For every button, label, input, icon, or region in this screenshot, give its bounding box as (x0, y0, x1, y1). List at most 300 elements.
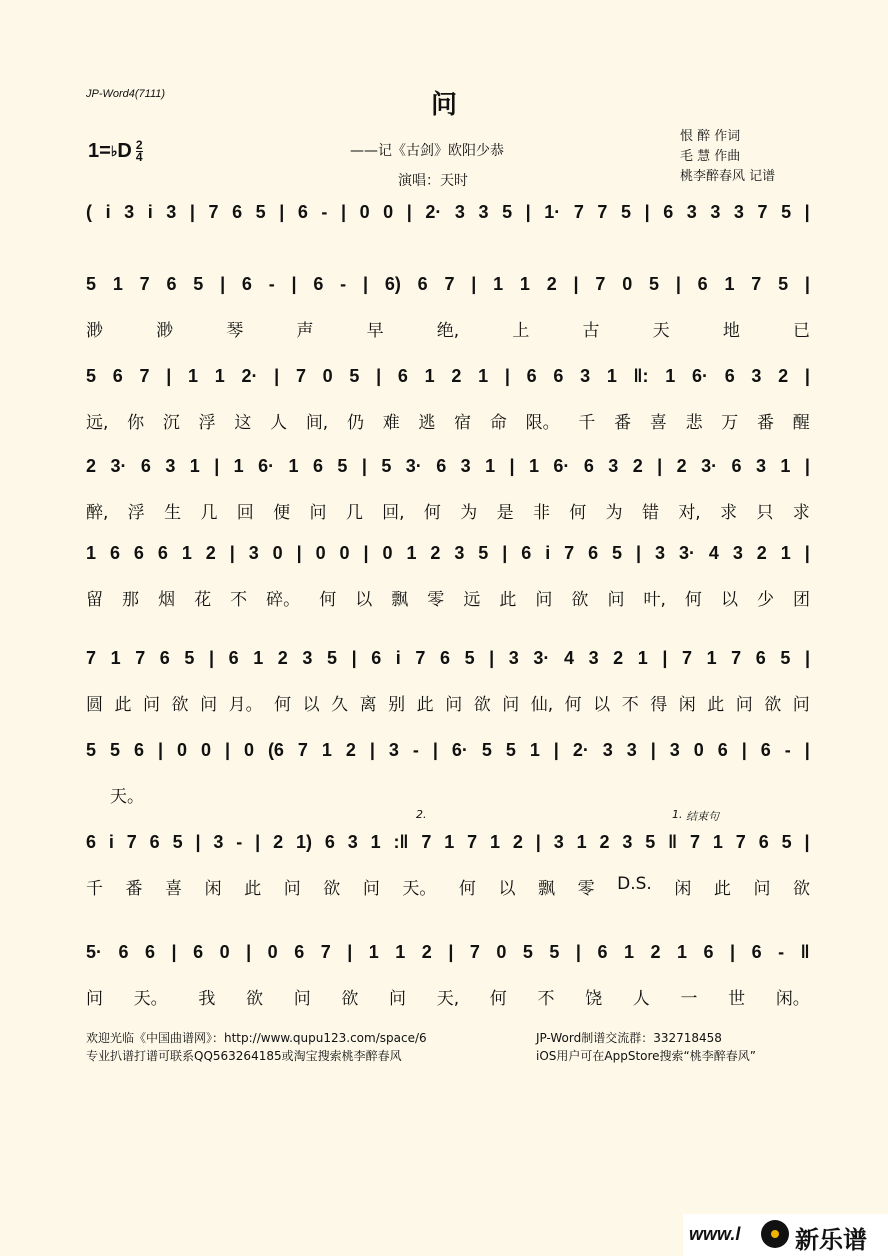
lyric: 上 (512, 321, 530, 341)
lyric: 欲 (473, 695, 491, 715)
lyric: 天, (436, 989, 460, 1009)
note: 6 (118, 941, 129, 962)
lyric: 欲 (323, 879, 341, 899)
barline: | (195, 831, 201, 852)
note: 6 (397, 365, 408, 386)
note: 3 (733, 201, 744, 222)
barline: | (369, 739, 375, 760)
note: 5 (464, 647, 475, 668)
lyric: 问 (283, 879, 301, 899)
note: 2 (273, 831, 284, 852)
note: 3 (686, 201, 697, 222)
lyric: 离 (359, 695, 377, 715)
note: 3 (508, 647, 519, 668)
note: 1 (253, 647, 264, 668)
barline: | (432, 739, 438, 760)
lyric: 此 (713, 879, 731, 899)
lyric: 渺 (86, 321, 103, 341)
note: 1 (485, 455, 496, 476)
barline: | (804, 542, 810, 563)
barline: | (208, 647, 215, 668)
lyric: 几 (200, 503, 218, 523)
lyric: 琴 (226, 321, 244, 341)
notes-row (86, 450, 810, 482)
note: - (784, 739, 791, 760)
note: 1 (321, 739, 332, 760)
lyric: 逃 (418, 413, 436, 433)
lyrics-row (86, 498, 810, 523)
note: 6 (439, 647, 450, 668)
note: 2 (756, 542, 767, 563)
lyric: 难 (382, 413, 400, 433)
note: 5 (109, 739, 120, 760)
lyric: 问 (607, 590, 625, 610)
note: 6 (166, 273, 177, 294)
lyric: 浮 (198, 413, 216, 433)
note: i (105, 201, 111, 222)
note: 0 (176, 739, 187, 760)
lyric: 不 (537, 989, 555, 1009)
note: 6 (297, 201, 308, 222)
lyric: 醒 (792, 413, 810, 433)
note: 1 (529, 739, 540, 760)
lyric: 问 (293, 989, 311, 1009)
note: 2 (451, 365, 462, 386)
note: 5 (522, 941, 533, 962)
barline: | (471, 273, 477, 294)
lyric: 早 (366, 321, 384, 341)
lyric: 远, (86, 413, 109, 433)
note: 2 (632, 455, 643, 476)
note: 1 (712, 831, 723, 852)
lyric: 闲 (678, 695, 696, 715)
note: 2 (430, 542, 441, 563)
barline: | (636, 542, 642, 563)
note: 1 (444, 831, 455, 852)
note: 0 (622, 273, 633, 294)
note: 1 (490, 831, 501, 852)
lyric: 此 (707, 695, 725, 715)
note: 5· (86, 941, 103, 962)
note: 6 (145, 941, 156, 962)
lyric: 已 (792, 321, 810, 341)
notes-row (86, 268, 810, 300)
note: 6 (232, 201, 243, 222)
barline: | (741, 739, 747, 760)
lyric: 问 (535, 590, 553, 610)
note: 3 (732, 542, 743, 563)
note: 6 (717, 739, 728, 760)
barline: | (376, 365, 382, 386)
lyric: 问 (200, 695, 218, 715)
note: 6 (133, 542, 144, 563)
note: 5 (481, 739, 492, 760)
lyric: 何 (564, 695, 582, 715)
note: 6 (159, 647, 170, 668)
lyric: 古 (582, 321, 600, 341)
note: 6 (436, 455, 447, 476)
lyrics-row (86, 316, 810, 341)
barline: | (662, 647, 668, 668)
note: 1 (665, 365, 676, 386)
note: 0 (383, 201, 394, 222)
lyric: 为 (605, 503, 623, 523)
note: 5 (780, 647, 791, 668)
note: 1 (478, 365, 489, 386)
lyric: 何 (458, 879, 476, 899)
lyric: 不 (621, 695, 639, 715)
note: 3 (302, 647, 313, 668)
note: 3· (110, 455, 127, 476)
note: 0 (200, 739, 211, 760)
lyric: 团 (793, 590, 810, 610)
note: 1 (780, 455, 791, 476)
barline: | (525, 201, 531, 222)
note: 3 (478, 201, 489, 222)
barline: ‖: (633, 365, 649, 386)
lyric: 沉 (162, 413, 180, 433)
lyric: 地 (722, 321, 740, 341)
note: 3 (588, 647, 599, 668)
note: 7 (295, 365, 306, 386)
lyric: 闲。 (775, 989, 810, 1009)
note: 1 (189, 455, 200, 476)
lyric: 为 (460, 503, 478, 523)
note: 7 (469, 941, 480, 962)
note: 2 (546, 273, 557, 294)
note: 5 (381, 455, 392, 476)
note: 1 (181, 542, 192, 563)
singer: 演唱：天时 (398, 173, 468, 189)
lyric: 喜 (165, 879, 183, 899)
note: 7 (139, 365, 150, 386)
note: 7 (139, 273, 150, 294)
note: 3 (388, 739, 399, 760)
key-signature (88, 140, 143, 163)
note: 3· (405, 455, 422, 476)
lyric: 求 (720, 503, 738, 523)
note: 6 (724, 365, 735, 386)
note: 1 (187, 365, 198, 386)
note: 3 (124, 201, 135, 222)
notes-row (86, 936, 810, 968)
software-label: JP-Word4(7111) (86, 88, 166, 100)
note: 0 (267, 941, 278, 962)
note: 0 (272, 542, 283, 563)
note: 3 (580, 365, 591, 386)
note: - (236, 831, 243, 852)
note: 5 (349, 365, 360, 386)
note: 7 (86, 647, 97, 668)
note: 6 (193, 941, 204, 962)
lyric: 千 (86, 879, 103, 899)
watermark (683, 1214, 888, 1256)
note: 6 (109, 542, 120, 563)
note: 6 (313, 273, 324, 294)
note: 7 (320, 941, 331, 962)
lyric: 欲 (764, 695, 782, 715)
note: 3 (460, 455, 471, 476)
lyric: 天 (652, 321, 670, 341)
note: 7 (595, 273, 606, 294)
lyric: 那 (122, 590, 140, 610)
note: 7 (135, 647, 146, 668)
barline: | (804, 273, 810, 294)
note: 6 (371, 647, 382, 668)
note: 6 (583, 455, 594, 476)
note: 2 (277, 647, 288, 668)
note: 6 (228, 647, 239, 668)
lyrics-row (86, 782, 834, 807)
note: 1· (544, 201, 561, 222)
note: 3 (553, 831, 564, 852)
note: 3 (602, 739, 613, 760)
note: 2· (572, 739, 589, 760)
credits (680, 127, 775, 187)
lyricist-credit: 恨 醉 作词 (680, 129, 741, 144)
note: 6 (731, 455, 742, 476)
note: 3 (213, 831, 224, 852)
barline: | (296, 542, 302, 563)
note: 6 (241, 273, 252, 294)
lyric: 番 (125, 879, 143, 899)
note: 3 (654, 542, 665, 563)
lyric: 月。 (228, 695, 263, 715)
note: 6 (526, 365, 537, 386)
notes-row (86, 196, 810, 228)
barline: :‖ (393, 831, 409, 852)
lyric: 欲 (793, 879, 810, 899)
note: 2 (676, 455, 687, 476)
lyrics-row (86, 984, 810, 1009)
lyric: 回 (236, 503, 254, 523)
note: 5 (505, 739, 516, 760)
lyric: 欲 (571, 590, 589, 610)
barline: | (644, 201, 650, 222)
barline: | (347, 941, 353, 962)
note: 5 (612, 542, 623, 563)
barline: | (220, 273, 226, 294)
lyric: 宿 (454, 413, 472, 433)
barline: | (804, 647, 810, 668)
lyric: 何 (569, 503, 587, 523)
key-prefix: 1= (88, 140, 111, 162)
lyric: 人 (632, 989, 650, 1009)
note: 3 (669, 739, 680, 760)
note: 6 (755, 647, 766, 668)
lyric: 烟 (158, 590, 176, 610)
note: 6 (324, 831, 335, 852)
note: 2· (241, 365, 258, 386)
note: 6 (149, 831, 160, 852)
lyric: 求 (792, 503, 810, 523)
lyric: 闲 (204, 879, 222, 899)
note: 0 (339, 542, 350, 563)
lyric: 久 (331, 695, 349, 715)
lyric: 回, (382, 503, 405, 523)
note: 5 (781, 831, 792, 852)
barline: | (657, 455, 663, 476)
note: 6 (140, 455, 151, 476)
lyric: 以 (498, 879, 516, 899)
note: 6· (258, 455, 275, 476)
lyric: 零 (577, 879, 595, 899)
note: 6 (312, 455, 323, 476)
barline: | (509, 455, 515, 476)
lyric: 番 (614, 413, 632, 433)
lyric: 何 (489, 989, 507, 1009)
note: 5 (86, 273, 97, 294)
note: 2 (512, 831, 523, 852)
lyric: 何 (423, 503, 441, 523)
lyric: 问 (502, 695, 520, 715)
note: 5 (184, 647, 195, 668)
notes-row (86, 826, 810, 858)
note: 1 (110, 647, 121, 668)
note: 6 (597, 941, 608, 962)
barline: ‖ (800, 941, 810, 962)
lyric: 问 (753, 879, 771, 899)
note: 1 (606, 365, 617, 386)
barline: | (406, 201, 412, 222)
note: 0 (243, 739, 254, 760)
lyric: 错 (641, 503, 659, 523)
note: 4 (708, 542, 719, 563)
note: 1 (528, 455, 539, 476)
note: 2 (86, 455, 97, 476)
barline: | (502, 542, 508, 563)
lyric: 碎。 (266, 590, 301, 610)
note: 3 (454, 201, 465, 222)
lyric: 不 (230, 590, 248, 610)
notes-row (86, 537, 810, 569)
lyric: 闲 (674, 879, 692, 899)
footer-right (536, 1029, 756, 1065)
lyrics-row (86, 585, 810, 610)
note: 5 (649, 273, 660, 294)
lyric: 万 (721, 413, 739, 433)
barline: ‖ (668, 831, 678, 852)
note: - (412, 739, 419, 760)
note: 5 (326, 647, 337, 668)
time-signature (136, 140, 143, 163)
note: - (340, 273, 347, 294)
note: 3· (701, 455, 718, 476)
note: 6 (294, 941, 305, 962)
note: 5 (86, 365, 97, 386)
barline: | (448, 941, 454, 962)
barline: | (650, 739, 656, 760)
note: 1 (86, 542, 97, 563)
note: 1 (233, 455, 244, 476)
lyric: 我 (198, 989, 216, 1009)
note: 6 (521, 542, 532, 563)
note: 0 (322, 365, 333, 386)
note: 3 (248, 542, 259, 563)
note: 5 (478, 542, 489, 563)
note: 7 (757, 201, 768, 222)
lyric: 千 (578, 413, 596, 433)
note: - (321, 201, 328, 222)
lyric: 命 (489, 413, 507, 433)
note: 0 (382, 542, 393, 563)
note: 0 (496, 941, 507, 962)
note: 5 (502, 201, 513, 222)
lyric: 此 (499, 590, 517, 610)
record-icon (761, 1220, 789, 1248)
footer-left (86, 1029, 427, 1065)
lyric: 别 (388, 695, 406, 715)
note: 7 (735, 831, 746, 852)
note: 7 (597, 201, 608, 222)
lyric: 问 (309, 503, 327, 523)
barline: | (804, 455, 810, 476)
footer-contact: 专业扒谱打谱可联系QQ563264185或淘宝搜索桃李醉春风 (86, 1049, 402, 1063)
barline: | (340, 201, 347, 222)
lyric: 以 (355, 590, 373, 610)
note: 6 (157, 542, 168, 563)
note: 5 (255, 201, 266, 222)
note: 1 (623, 941, 634, 962)
lyric: 仙, (530, 695, 554, 715)
note: 6· (451, 739, 468, 760)
barline: | (804, 739, 810, 760)
lyric: 问 (389, 989, 407, 1009)
key-flat: ♭ (110, 143, 118, 159)
note: 7 (126, 831, 137, 852)
lyric: 叶, (643, 590, 666, 610)
note: 2· (425, 201, 442, 222)
note: 6 (663, 201, 674, 222)
watermark-name: 新乐谱 (795, 1226, 867, 1254)
notes-row (86, 360, 810, 392)
note: 7 (573, 201, 584, 222)
note: 1 (576, 831, 587, 852)
note: 7 (690, 831, 701, 852)
barline: | (189, 201, 195, 222)
note: 6 (133, 739, 144, 760)
footer-group: JP-Word制谱交流群：332718458 (536, 1031, 722, 1045)
note: 2 (599, 831, 610, 852)
note: 2 (613, 647, 624, 668)
barline: | (730, 941, 736, 962)
notes-row (86, 642, 810, 674)
lyric: 此 (416, 695, 434, 715)
lyric: 几 (345, 503, 363, 523)
note: 6 (417, 273, 428, 294)
composer-credit: 毛 慧 作曲 (680, 149, 741, 164)
notes-row (86, 734, 810, 766)
note: 6 (112, 365, 123, 386)
lyric: 问 (86, 989, 103, 1009)
lyric: 欲 (246, 989, 264, 1009)
note: 3 (454, 542, 465, 563)
note: i (395, 647, 401, 668)
time-bottom: 4 (135, 150, 143, 164)
barline: | (363, 542, 369, 563)
subtitle: ——记《古剑》欧阳少恭 (350, 143, 504, 159)
lyric: 悲 (685, 413, 703, 433)
note: 7 (731, 647, 742, 668)
score-mark-volta2: 2. (416, 808, 427, 821)
note: i (147, 201, 153, 222)
lyric: 醉, (86, 503, 109, 523)
lyric: 圆 (86, 695, 103, 715)
watermark-url: www.l (689, 1224, 741, 1244)
lyric: 一 (680, 989, 698, 1009)
lyric: 何 (274, 695, 292, 715)
note: 7 (415, 647, 426, 668)
